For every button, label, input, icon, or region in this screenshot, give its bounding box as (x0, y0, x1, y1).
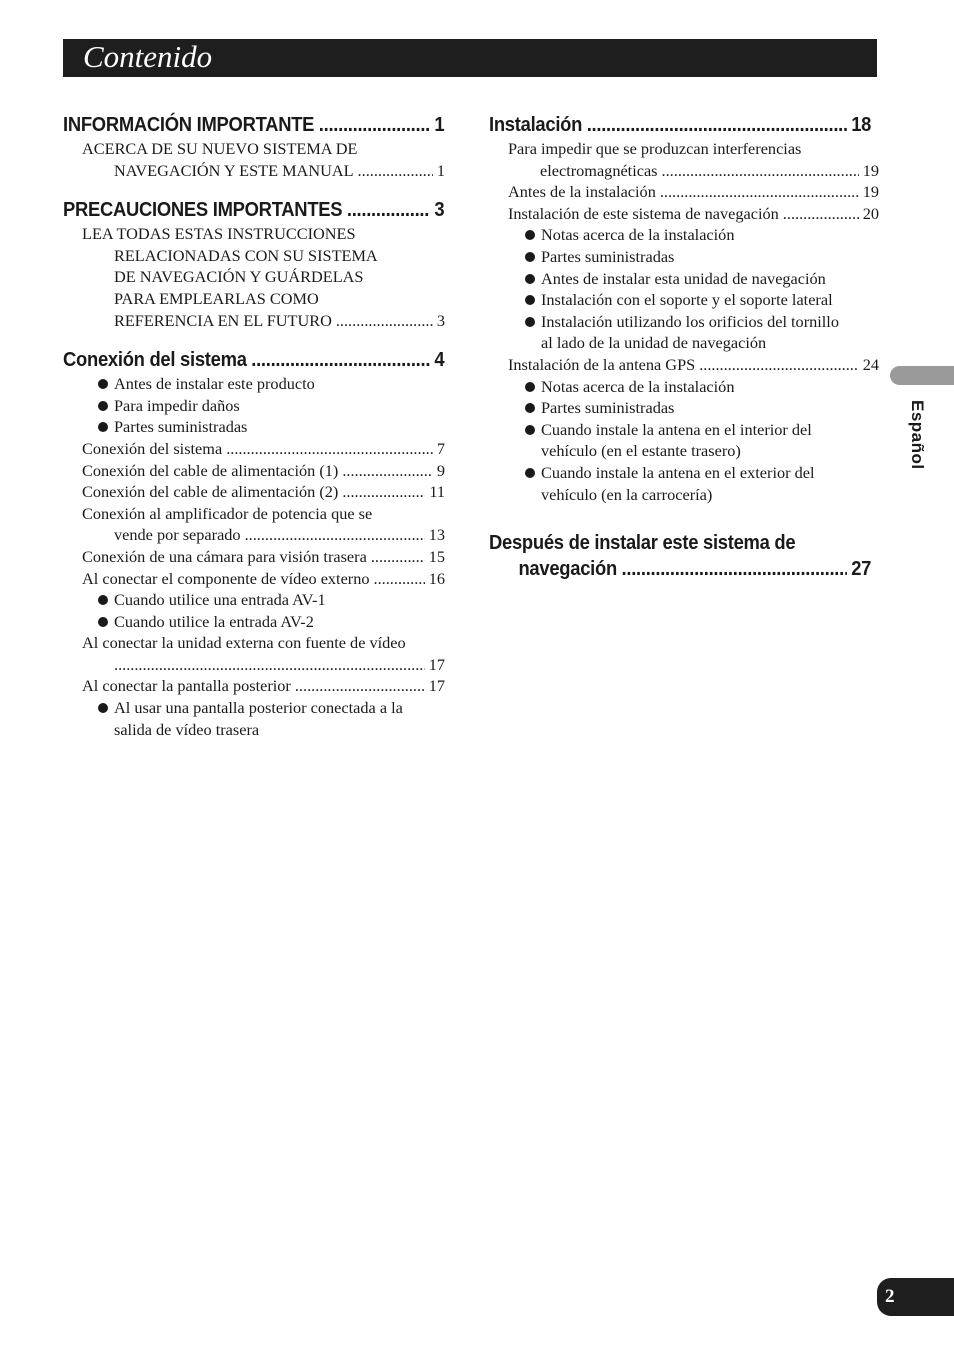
toc-bullet-item[interactable]: Antes de instalar este producto (63, 373, 445, 395)
toc-bullet-item[interactable]: Instalación utilizando los orificios del tornillo al lado de la unidad de navegación (489, 311, 879, 354)
entry-page: 19 (862, 182, 879, 202)
toc-entry[interactable]: LEA TODAS ESTAS INSTRUCCIONES RELACIONADAS CON SU SISTEMA DE NAVEGACIÓN Y GUÁRDELAS PARA EMPLEARLAS COMO REFERENCIA EN EL FUTURO ..... 3 (63, 223, 445, 331)
toc-heading-precauciones[interactable] (63, 197, 444, 223)
heading-page: 27 (851, 558, 872, 581)
toc-bullet-item[interactable]: Antes de instalar esta unidad de navegación (489, 268, 879, 290)
bullet-icon (525, 468, 535, 478)
toc-bullet-item[interactable]: Partes suministradas (489, 397, 879, 419)
page-number: 2 (885, 1286, 895, 1307)
toc-bullet-item[interactable]: Cuando utilice la entrada AV-2 (63, 611, 445, 633)
toc-entry[interactable]: Conexión del cable de alimentación (1) ..... 9 (63, 460, 445, 482)
toc-entry[interactable]: Conexión de una cámara para visión trasera ..... 15 (63, 546, 445, 568)
entry-page: 15 (428, 546, 445, 566)
entry-page: 3 (436, 310, 445, 330)
toc-bullet-item[interactable]: Para impedir daños (63, 395, 445, 417)
heading-label: PRECAUCIONES IMPORTANTES (63, 199, 343, 222)
bullet-icon (525, 382, 535, 392)
toc-right-column (489, 112, 879, 582)
toc-heading-informacion[interactable] (63, 112, 444, 138)
toc-left-column (63, 112, 445, 740)
toc-bullet-item[interactable]: Notas acerca de la instalación (489, 224, 879, 246)
toc-heading-conexion[interactable] (63, 347, 444, 373)
page-title: Contenido (83, 39, 213, 74)
bullet-icon (525, 317, 535, 327)
page-number-tab (877, 1278, 954, 1316)
heading-page: 4 (434, 349, 445, 372)
toc-entry[interactable]: Conexión del sistema ..... 7 (63, 438, 445, 460)
bullet-icon (525, 425, 535, 435)
toc-entry[interactable]: Al conectar la pantalla posterior ..... 17 (63, 675, 445, 697)
toc-entry[interactable]: Al conectar la unidad externa con fuente de vídeo ..... 17 (63, 632, 445, 675)
language-label: Español (908, 400, 927, 470)
toc-bullet-item[interactable]: Partes suministradas (63, 416, 445, 438)
language-tab (890, 366, 954, 385)
entry-page: 13 (428, 525, 445, 545)
toc-bullet-item[interactable]: Cuando instale la antena en el interior del vehículo (en el estante trasero) (489, 419, 879, 462)
toc-entry[interactable]: Para impedir que se produzcan interferencias electromagnéticas ..... 19 (489, 138, 879, 181)
bullet-icon (98, 401, 108, 411)
toc-bullet-item[interactable]: Instalación con el soporte y el soporte lateral (489, 289, 879, 311)
toc-entry[interactable]: Instalación de la antena GPS ..... 24 (489, 354, 879, 376)
toc-bullet-item[interactable]: Cuando utilice una entrada AV-1 (63, 589, 445, 611)
bullet-icon (98, 703, 108, 713)
entry-page: 24 (862, 354, 879, 374)
toc-bullet-item[interactable]: Partes suministradas (489, 246, 879, 268)
toc-entry[interactable]: Antes de la instalación ..... 19 (489, 181, 879, 203)
heading-label: INFORMACIÓN IMPORTANTE (63, 114, 315, 136)
entry-page: 20 (862, 203, 879, 223)
toc-entry[interactable]: Al conectar el componente de vídeo externo ..... 16 (63, 568, 445, 590)
toc-entry[interactable]: Instalación de este sistema de navegación ..... 20 (489, 203, 879, 225)
toc-bullet-item[interactable]: Cuando instale la antena en el exterior del vehículo (en la carrocería) (489, 462, 879, 505)
toc-heading-despues[interactable]: Después de instalar este sistema de navegación ..... 27 (489, 530, 871, 582)
title-bar (63, 39, 877, 77)
heading-page: 18 (851, 114, 872, 136)
heading-page: 1 (434, 114, 445, 136)
entry-page: 9 (436, 460, 445, 480)
entry-page: 11 (429, 482, 445, 502)
toc-entry[interactable]: Conexión del cable de alimentación (2) ..... 11 (63, 481, 445, 503)
entry-page: 1 (436, 160, 445, 180)
bullet-icon (525, 252, 535, 262)
bullet-icon (98, 617, 108, 627)
entry-page: 17 (428, 654, 445, 674)
heading-label: Instalación (489, 114, 583, 136)
toc-entry[interactable]: Conexión al amplificador de potencia que se vende por separado ..... 13 (63, 503, 445, 546)
toc-bullet-item[interactable]: Al usar una pantalla posterior conectada a la salida de vídeo trasera (63, 697, 445, 740)
entry-page: 17 (428, 676, 445, 696)
heading-label: Conexión del sistema (63, 349, 247, 372)
entry-page: 7 (436, 438, 445, 458)
toc-entry[interactable]: ACERCA DE SU NUEVO SISTEMA DE NAVEGACIÓN Y ESTE MANUAL ..... 1 (63, 138, 445, 181)
toc-bullet-item[interactable]: Notas acerca de la instalación (489, 376, 879, 398)
entry-page: 19 (862, 160, 879, 180)
bullet-icon (525, 274, 535, 284)
heading-page: 3 (434, 199, 445, 222)
toc-heading-instalacion[interactable] (489, 112, 871, 138)
entry-page: 16 (428, 568, 445, 588)
